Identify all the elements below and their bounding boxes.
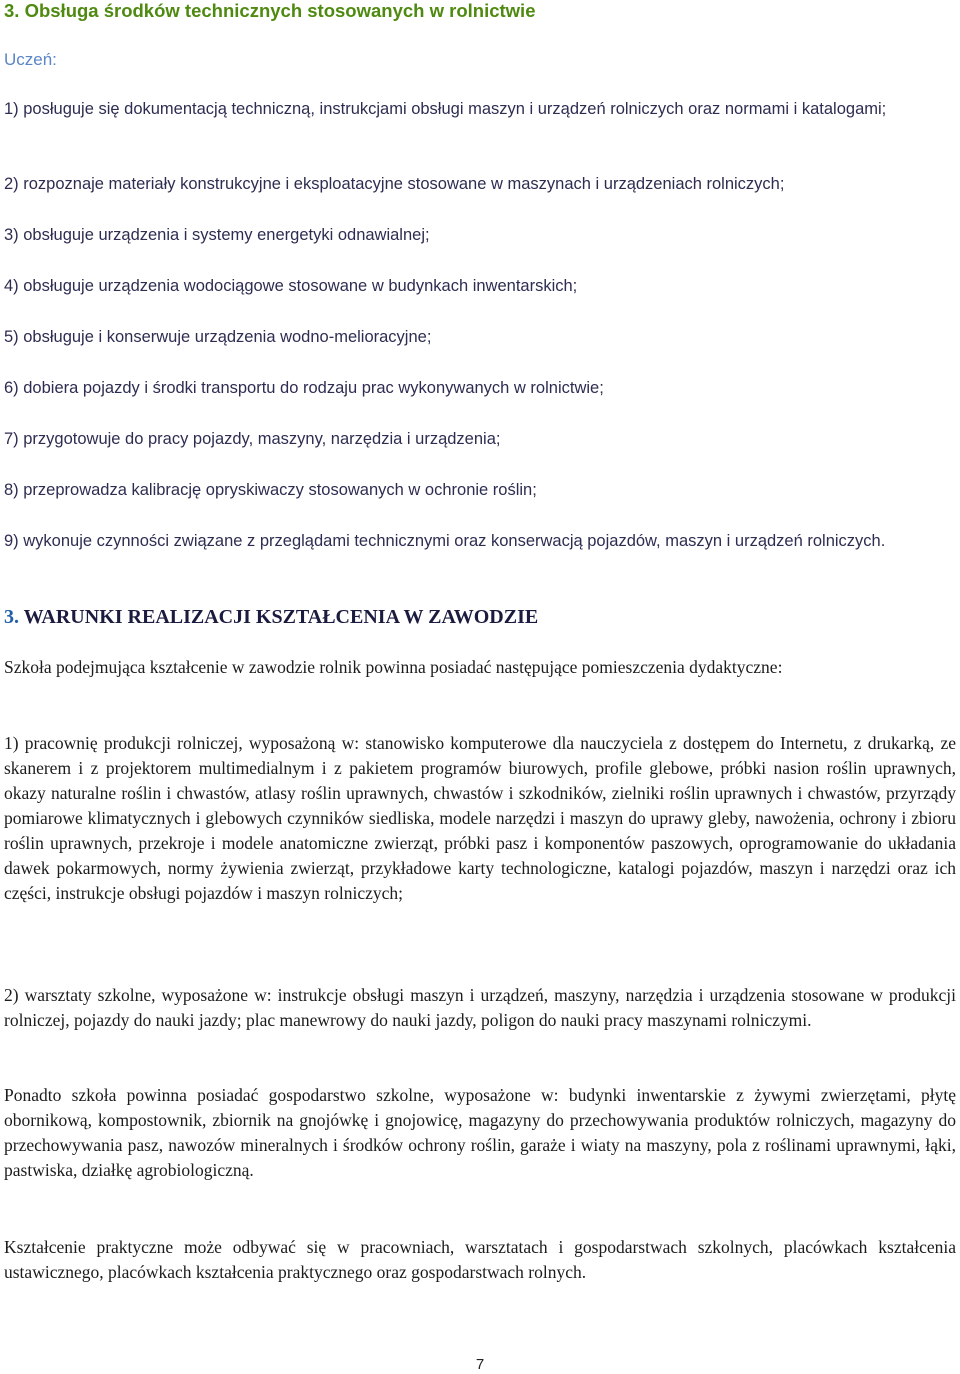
conditions-intro: Szkoła podejmująca kształcenie w zawodzie rolnik powinna posiadać następujące pomieszczenia dydaktyczne: bbox=[4, 657, 783, 677]
conditions-heading-text: WARUNKI REALIZACJI KSZTAŁCENIA W ZAWODZIE bbox=[23, 606, 539, 628]
practical-training-paragraph: Kształcenie praktyczne może odbywać się w pracowniach, warsztatach i gospodarstwach szkolnych, placówkach kształcenia ustawicznego, placówkach kształcenia praktycznego oraz gospodarstwach rolnych. bbox=[4, 1237, 956, 1282]
conditions-heading-number: 3. bbox=[4, 606, 19, 628]
skill-item-7: 7) przygotowuje do pracy pojazdy, maszyny, narzędzia i urządzenia; bbox=[4, 430, 501, 448]
skill-item-5: 5) obsługuje i konserwuje urządzenia wodno-melioracyjne; bbox=[4, 328, 432, 346]
school-farm-paragraph: Ponadto szkoła powinna posiadać gospodarstwo szkolne, wyposażone w: budynki inwentarskie z żywymi zwierzętami, płytę obornikową, kompostownik, zbiornik na gnojówkę i gnojowicę, magazyny do przechowywania produktów rolniczych, magazyny do przechowywania pasz, nawozów mineralnych i środków ochrony roślin, garaże i wiaty na maszyny, pola z roślinami uprawnymi, łąki, pastwiska, działkę agrobiologiczną. bbox=[4, 1085, 956, 1180]
room-item-2: 2) warsztaty szkolne, wyposażone w: instrukcje obsługi maszyn i urządzeń, maszyny, narzędzia i urządzenia stosowane w produkcji rolniczej, pojazdy do nauki jazdy; plac manewrowy do nauki jazdy, poligon do nauki pracy maszynami rolniczymi. bbox=[4, 985, 956, 1030]
skill-item-8: 8) przeprowadza kalibrację opryskiwaczy stosowanych w ochronie roślin; bbox=[4, 481, 537, 499]
room-item-1: 1) pracownię produkcji rolniczej, wyposażoną w: stanowisko komputerowe dla nauczyciela z dostępem do Internetu, z drukarką, ze skanerem i z projektorem multimedialnym i z pakietem programów biurowych, profile glebowe, próbki nasion roślin uprawnych, okazy naturalne roślin i chwastów, atlasy roślin uprawnych, chwastów i szkodników, zielniki roślin uprawnych i chwastów, przyrządy pomiarowe klimatycznych i glebowych czynników siedliska, modele narzędzi i maszyn do uprawy gleby, nawożenia, ochrony i zbioru roślin uprawnych, przekroje i modele anatomiczne zwierząt, próbki pasz i komponentów paszowych, oprogramowanie do układania dawek pokarmowych, normy żywienia zwierząt, przykładowe karty technologiczne, katalogi pojazdów, maszyn i narzędzi oraz ich części, instrukcje obsługi pojazdów i maszyn rolniczych; bbox=[4, 733, 956, 903]
skill-item-1: 1) posługuje się dokumentacją techniczną, instrukcjami obsługi maszyn i urządzeń rolniczych oraz normami i katalogami; bbox=[4, 100, 887, 118]
page-number: 7 bbox=[475, 1356, 485, 1373]
skill-item-6: 6) dobiera pojazdy i środki transportu do rodzaju prac wykonywanych w rolnictwie; bbox=[4, 379, 604, 397]
student-label: Uczeń: bbox=[4, 50, 57, 69]
skill-item-3: 3) obsługuje urządzenia i systemy energetyki odnawialnej; bbox=[4, 226, 430, 244]
section-title: 3. Obsługa środków technicznych stosowanych w rolnictwie bbox=[4, 0, 536, 21]
skill-item-9: 9) wykonuje czynności związane z przeglądami technicznymi oraz konserwacją pojazdów, maszyn i urządzeń rolniczych. bbox=[4, 532, 886, 550]
conditions-heading bbox=[4, 604, 954, 630]
skill-item-2: 2) rozpoznaje materiały konstrukcyjne i eksploatacyjne stosowane w maszynach i urządzeniach rolniczych; bbox=[4, 175, 785, 193]
skill-item-4: 4) obsługuje urządzenia wodociągowe stosowane w budynkach inwentarskich; bbox=[4, 277, 578, 295]
